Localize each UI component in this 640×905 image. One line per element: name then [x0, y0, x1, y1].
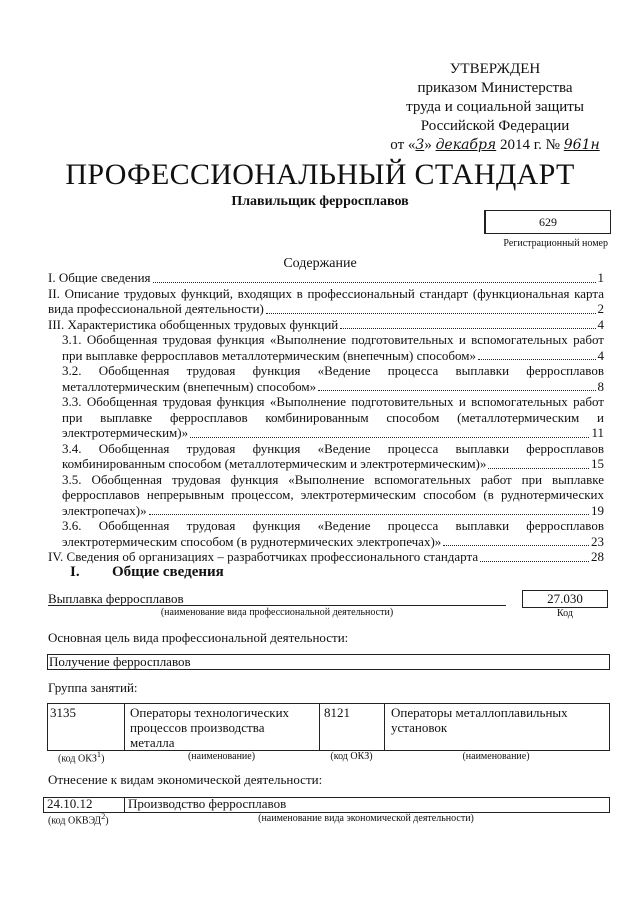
section-heading	[70, 564, 224, 581]
toc-item-text: II. Описание трудовых функций, входящих в профессиональный стандарт (функциональная карта	[48, 285, 604, 301]
toc-item-text: вида профессиональной деятельности)	[48, 301, 264, 316]
date-prefix: от «	[390, 137, 416, 153]
toc-page: 4	[597, 316, 604, 332]
goal-label: Основная цель вида профессиональной деятельности:	[48, 630, 349, 645]
toc-item-text: электропечах)»	[62, 502, 147, 518]
activity-caption: (наименование вида профессиональной деятельности)	[160, 607, 394, 618]
toc-item[interactable]	[48, 270, 604, 286]
toc-leader	[318, 390, 595, 391]
toc-page: 28	[591, 549, 604, 564]
toc-page: 11	[591, 425, 604, 440]
occupation-name-line: Операторы технологических	[130, 705, 290, 720]
code-caption: Код	[557, 608, 573, 619]
toc-page: 23	[591, 533, 604, 549]
toc-page: 8	[597, 378, 604, 394]
toc-page: 2	[597, 301, 604, 316]
section-number: I.	[70, 564, 80, 580]
approval-date	[380, 136, 610, 155]
toc-item[interactable]	[48, 441, 604, 472]
toc-item-text: ферросплавов непрерывным процессом, электротермическим способом (в руднотермических	[62, 487, 604, 502]
toc-page: 1	[597, 270, 604, 285]
toc-leader	[153, 282, 596, 283]
order-number: 961н	[563, 137, 600, 153]
date-day: 3	[415, 137, 425, 153]
approval-line: приказом Министерства	[417, 80, 573, 96]
footnote-mark: 1	[96, 750, 102, 759]
toc-page: 4	[597, 347, 604, 363]
activity-underline	[48, 605, 506, 606]
toc-item-text: 3.3. Обобщенная трудовая функция «Выполнение подготовительных и вспомогательных работ	[62, 394, 604, 409]
toc-item-text: 3.5. Обобщенная трудовая функция «Выполнение вспомогательных работ при выплавке	[62, 471, 604, 487]
caption-text: (код ОКВЭД	[48, 815, 102, 827]
toc-item-text: металлотермическим (внепечным) способом»	[62, 378, 317, 394]
toc-leader	[443, 545, 589, 546]
date-year: 2014 г. №	[496, 137, 564, 153]
date-mid: »	[424, 137, 436, 153]
registration-number-box: 629	[484, 210, 611, 234]
toc-leader	[480, 561, 589, 562]
group-label: Группа занятий:	[48, 680, 138, 695]
okz-caption: (код ОКЗ)	[330, 751, 373, 762]
activity-name: Выплавка ферросплавов	[48, 591, 184, 606]
approval-block	[380, 60, 610, 155]
occupation-name-cell	[391, 705, 601, 735]
toc-leader	[340, 328, 595, 329]
toc-item-text: 3.2. Обобщенная трудовая функция «Ведение процесса выплавки ферросплавов	[62, 363, 604, 378]
page-title: ПРОФЕССИОНАЛЬНЫЙ СТАНДАРТ	[65, 158, 575, 191]
table-divider	[384, 703, 385, 751]
footnote-mark: 2	[101, 812, 106, 821]
toc-item-text: 3.1. Обобщенная трудовая функция «Выполнение подготовительных и вспомогательных работ	[62, 332, 604, 347]
toc-item-text: I. Общие сведения	[48, 270, 151, 285]
occupation-name-line: процессов производства	[130, 720, 265, 735]
toc-item-text: при выплавке ферросплавов комбинированным способом (металлотермическим и	[62, 409, 604, 425]
toc-item-text: 3.4. Обобщенная трудовая функция «Ведение процесса выплавки ферросплавов	[62, 440, 604, 456]
toc-leader	[478, 359, 595, 360]
econ-label: Отнесение к видам экономической деятельности:	[48, 772, 323, 787]
table-divider	[319, 703, 320, 751]
name-caption: (наименование)	[187, 751, 256, 762]
section-title: Общие сведения	[112, 564, 224, 580]
toc-item[interactable]	[48, 332, 604, 363]
occupation-name-cell	[130, 705, 315, 750]
approval-line: труда и социальной защиты	[406, 99, 584, 115]
toc-item-text: при выплавке ферросплавов металлотермическим (внепечным) способом»	[62, 347, 477, 363]
toc-leader	[190, 437, 589, 438]
toc-leader	[149, 514, 589, 515]
okz-caption: (код ОКЗ$^1$)	[58, 750, 105, 765]
okz-code-cell: 8121	[324, 705, 350, 720]
okved-code-cell: 24.10.12	[47, 796, 93, 811]
toc-item-text: 3.6. Обобщенная трудовая функция «Ведение процесса выплавки ферросплавов	[62, 518, 604, 533]
toc-item[interactable]	[48, 363, 604, 394]
goal-value-box: Получение ферросплавов	[47, 654, 610, 670]
table-divider	[124, 703, 125, 751]
toc-heading: Содержание	[283, 256, 357, 271]
toc-page: 19	[591, 502, 604, 518]
okz-code-cell: 3135	[50, 705, 76, 720]
table-divider	[124, 797, 125, 813]
toc-page: 15	[591, 456, 604, 471]
toc-item-text: электротермическим способом (в руднотермических электропечах)»	[62, 533, 442, 549]
toc-item[interactable]	[48, 286, 604, 317]
name-caption: (наименование)	[462, 751, 530, 762]
occupation-name-line: установок	[391, 720, 448, 735]
table-of-contents	[48, 270, 604, 565]
okved-caption: (код ОКВЭД$^2$)	[48, 812, 109, 827]
toc-item[interactable]	[48, 549, 604, 565]
approval-title: УТВЕРЖДЕН	[449, 61, 541, 77]
toc-item-text: III. Характеристика обобщенных трудовых функций	[48, 316, 339, 332]
toc-item[interactable]	[48, 472, 604, 519]
toc-item[interactable]	[48, 518, 604, 549]
toc-item[interactable]	[48, 394, 604, 441]
toc-leader	[266, 313, 596, 314]
registration-label: Регистрационный номер	[503, 238, 608, 249]
toc-item-text: IV. Сведения об организациях – разработчиках профессионального стандарта	[48, 549, 479, 564]
page-subtitle: Плавильщик ферросплавов	[231, 194, 409, 209]
activity-code-box: 27.030	[522, 590, 608, 608]
toc-item[interactable]	[48, 317, 604, 333]
toc-leader	[488, 468, 589, 469]
approval-line: Российской Федерации	[420, 118, 570, 134]
occupation-name-line: Операторы металлоплавильных	[391, 705, 568, 720]
date-month: декабря	[435, 137, 497, 153]
toc-item-text: электротермическим)»	[62, 425, 189, 440]
caption-text: (код ОКЗ	[58, 753, 97, 765]
okved-name-cell: Производство ферросплавов	[128, 796, 287, 811]
occupation-name-line: металла	[130, 735, 175, 750]
okved-name-caption: (наименование вида экономической деятельности)	[258, 813, 474, 824]
toc-item-text: комбинированным способом (металлотермическим и электротермическим)»	[62, 456, 487, 471]
